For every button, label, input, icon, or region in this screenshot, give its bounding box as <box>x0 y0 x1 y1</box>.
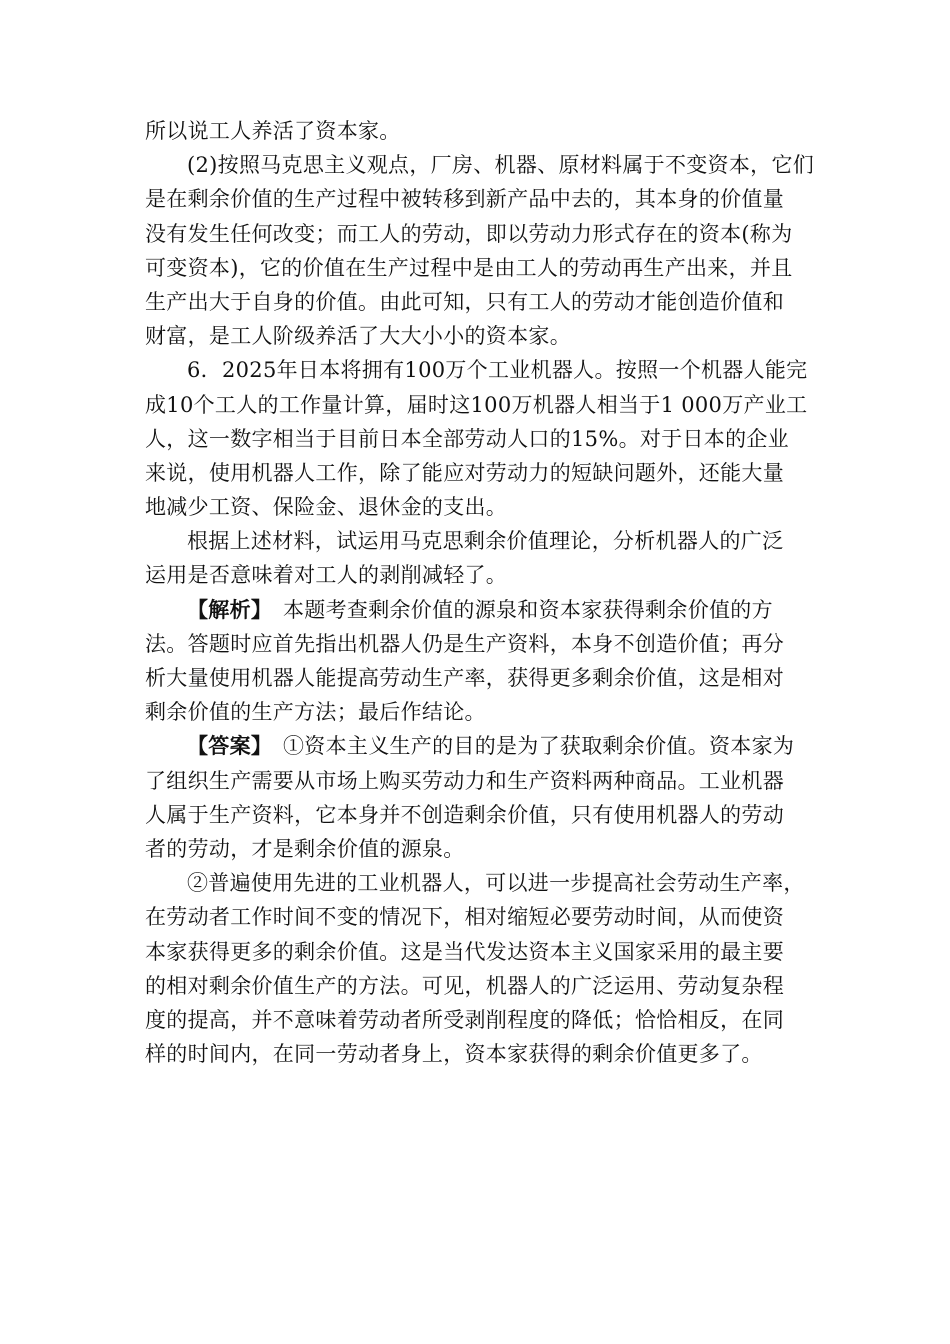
section-tag: 【解析】 <box>187 596 262 622</box>
text-line <box>145 969 817 1003</box>
line-text: 了组织生产需要从市场上购买劳动力和生产资料两种商品。工业机器 <box>145 768 784 793</box>
text-line <box>145 114 817 148</box>
line-text: 析大量使用机器人能提高劳动生产率，获得更多剩余价值，这是相对 <box>145 666 784 690</box>
line-text: 可变资本)，它的价值在生产过程中是由工人的劳动再生产出来，并且 <box>145 255 793 280</box>
line-text: 运用是否意味着对工人的剥削减轻了。 <box>145 563 508 588</box>
text-line <box>145 217 817 251</box>
text-line <box>145 285 817 319</box>
line-text: 本题考查剩余价值的源泉和资本家获得剩余价值的方 <box>261 597 773 622</box>
line-text: 生产出大于自身的价值。由此可知，只有工人的劳动才能创造价值和 <box>145 289 784 314</box>
text-line <box>145 182 817 216</box>
text-line <box>145 661 817 695</box>
line-text: 者的劳动，才是剩余价值的源泉。 <box>145 836 465 861</box>
text-line <box>145 388 817 422</box>
text-line <box>145 866 817 900</box>
line-text: 来说，使用机器人工作，除了能应对劳动力的短缺问题外，还能大量 <box>145 460 784 485</box>
line-text: 度的提高，并不意味着劳动者所受剥削程度的降低；恰恰相反，在同 <box>145 1007 784 1032</box>
text-line <box>145 148 817 182</box>
line-text: 成10个工人的工作量计算，届时这100万机器人相当于1 000万产业工 <box>145 392 808 417</box>
text-line <box>145 558 817 592</box>
text-line <box>145 764 817 798</box>
text-line <box>145 1037 817 1071</box>
line-text: 本家获得更多的剩余价值。这是当代发达资本主义国家采用的最主要 <box>145 939 784 964</box>
text-line <box>145 422 817 456</box>
line-text: 法。答题时应首先指出机器人仍是生产资料，本身不创造价值；再分 <box>145 631 784 656</box>
line-text: 是在剩余价值的生产过程中被转移到新产品中去的，其本身的价值量 <box>145 187 784 212</box>
line-text: 样的时间内，在同一劳动者身上，资本家获得的剩余价值更多了。 <box>145 1042 763 1067</box>
line-text: 所以说工人养活了资本家。 <box>145 119 401 143</box>
document-body <box>145 114 817 1071</box>
text-line <box>145 593 817 627</box>
text-line <box>145 900 817 934</box>
text-line <box>145 729 817 763</box>
text-line <box>145 798 817 832</box>
line-text: 的相对剩余价值生产的方法。可见，机器人的广泛运用、劳动复杂程 <box>145 973 784 998</box>
text-line <box>145 935 817 969</box>
line-text: (2)按照马克思主义观点，厂房、机器、原材料属于不变资本，它们 <box>187 153 815 178</box>
text-line <box>145 627 817 661</box>
line-text: ①资本主义生产的目的是为了获取剩余价值。资本家为 <box>261 734 795 759</box>
line-text: 6．2025年日本将拥有100万个工业机器人。按照一个机器人能完 <box>187 358 808 383</box>
line-text: 没有发生任何改变；而工人的劳动，即以劳动力形式存在的资本(称为 <box>145 221 793 246</box>
line-text: 地减少工资、保险金、退休金的支出。 <box>145 495 508 520</box>
text-line <box>145 251 817 285</box>
line-text: 在劳动者工作时间不变的情况下，相对缩短必要劳动时间，从而使资 <box>145 905 784 930</box>
text-line <box>145 695 817 729</box>
text-line <box>145 1003 817 1037</box>
text-line <box>145 524 817 558</box>
line-text: 财富，是工人阶级养活了大大小小的资本家。 <box>145 324 571 349</box>
line-text: 剩余价值的生产方法；最后作结论。 <box>145 700 486 725</box>
line-text: ②普遍使用先进的工业机器人，可以进一步提高社会劳动生产率， <box>187 871 805 896</box>
text-line <box>145 353 817 387</box>
section-tag: 【答案】 <box>187 733 262 759</box>
line-text: 根据上述材料，试运用马克思剩余价值理论，分析机器人的广泛 <box>187 529 784 554</box>
text-line <box>145 832 817 866</box>
text-line <box>145 490 817 524</box>
line-text: 人属于生产资料，它本身并不创造剩余价值，只有使用机器人的劳动 <box>145 802 784 827</box>
text-line <box>145 319 817 353</box>
text-line <box>145 456 817 490</box>
line-text: 人，这一数字相当于目前日本全部劳动人口的15%。对于日本的企业 <box>145 426 789 451</box>
